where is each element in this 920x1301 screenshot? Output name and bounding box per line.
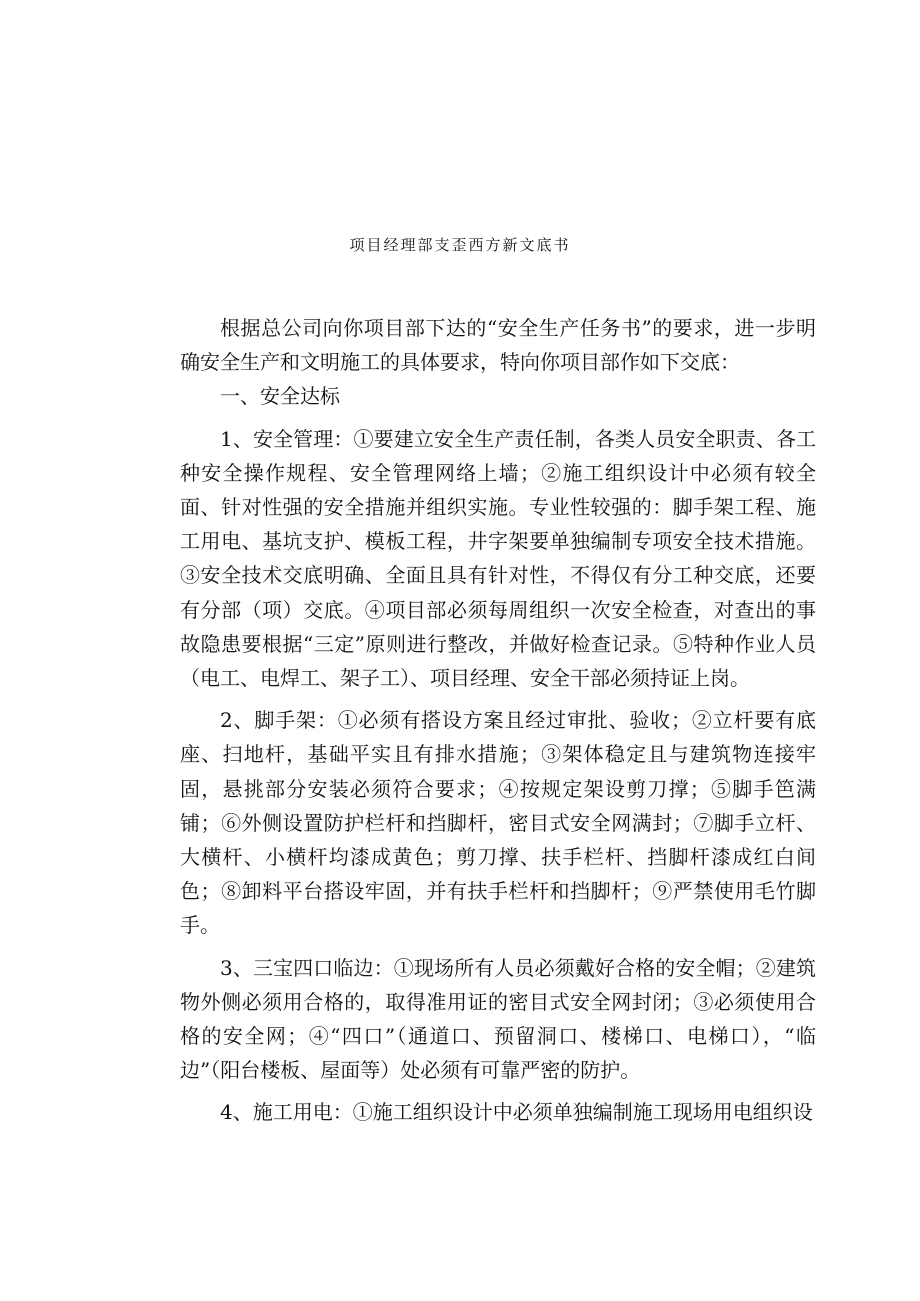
item-scaffolding: 2、脚手架：①必须有搭设方案且经过审批、验收；②立杆要有底座、扫地杆，基础平实且有排水措施；③架体稳定且与建筑物连接牢固，悬挑部分安装必须符合要求；④按规定架设剪刀撑；⑤脚手笆满铺；⑥外侧设置防护栏杆和挡脚杆，密目式安全网满封；⑦脚手立杆、大横杆、小横杆均漆成黄色；剪刀撑、扶手栏杆、挡脚杆漆成红白间色；⑧卸料平台搭设牢固，并有扶手栏杆和挡脚杆；⑨严禁使用毛竹脚手。 (180, 708, 816, 938)
item-construction-electricity: 4、施工用电：①施工组织设计中必须单独编制施工现场用电组织设 (220, 1100, 813, 1125)
document-title: 项目经理部支歪西方新文底书 (349, 236, 571, 254)
item-safety-management: 1、安全管理：①要建立安全生产责任制，各类人员安全职责、各工种安全操作规程、安全管理网络上墙；②施工组织设计中必须有较全面、针对性强的安全措施并组织实施。专业性较强的：脚手架工程、施工用电、基坑支护、模板工程，井字架要单独编制专项安全技术措施。③安全技术交底明确、全面且具有针对性，不得仅有分工种交底，还要有分部（项）交底。④项目部必须每周组织一次安全检查，对查出的事故隐患要根据“三定”原则进行整改，并做好检查记录。⑤特种作业人员（电工、电焊工、架子工）、项目经理、安全干部必须持证上岗。 (180, 426, 816, 691)
document-body (180, 311, 816, 1130)
intro-paragraph: 根据总公司向你项目部下达的“安全生产任务书”的要求，进一步明确安全生产和文明施工的具体要求，特向你项目部作如下交底： (180, 316, 816, 375)
section-heading: 一、安全达标 (220, 384, 340, 409)
item-three-treasures-four-openings: 3、三宝四口临边：①现场所有人员必须戴好合格的安全帽；②建筑物外侧必须用合格的，取得准用证的密目式安全网封闭；③必须使用合格的安全网；④“四口”（通道口、预留洞口、楼梯口、电梯口），“临边”（阳台楼板、屋面等）处必须有可靠严密的防护。 (180, 955, 816, 1083)
